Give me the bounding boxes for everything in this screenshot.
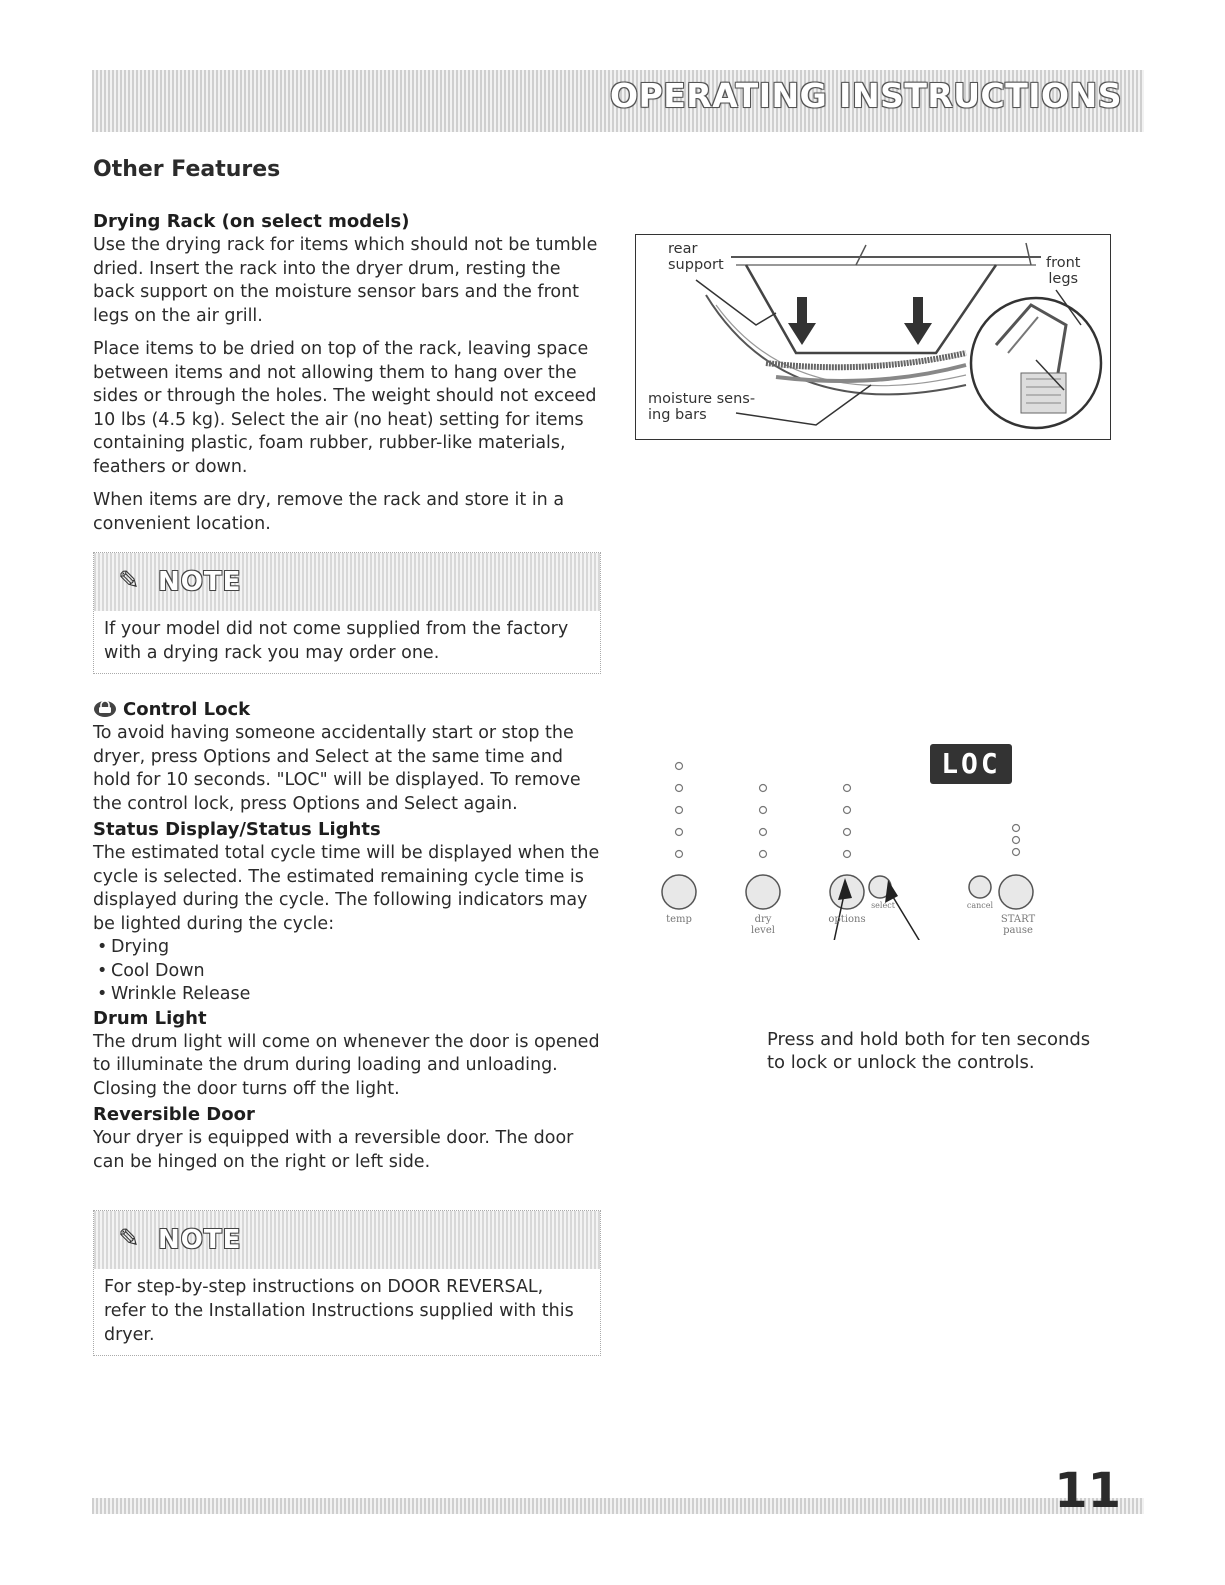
cancel-label: cancel [966,901,994,910]
front-legs-label [1046,255,1081,287]
list-item: • Drying [93,936,603,960]
reversible-door-heading: Reversible Door [93,1104,255,1125]
control-lock-heading-text: Control Lock [123,699,251,720]
list-item: • Wrinkle Release [93,983,603,1007]
dry-level-label: dry level [751,914,775,936]
loc-display: LOC [941,747,1001,780]
control-lock-heading [93,698,603,722]
note-header [94,553,600,611]
pushpin-icon: ✎ [118,1224,140,1254]
drying-rack-heading: Drying Rack (on select models) [93,211,410,232]
note-text: If your model did not come supplied from the factory with a drying rack you may order one. [104,619,569,663]
control-panel-diagram [640,740,1070,940]
rear-support-text: rear support [668,241,724,273]
drying-rack-diagram [635,234,1111,440]
note-box [93,1210,601,1356]
start-pause-label: START pause [1000,914,1036,936]
drying-rack-p2: Place items to be dried on top of the rack, leaving space between items and not allowing them to hang over the sides or through the holes. The weight should not exceed 10 lbs (4.5 kg). Select the air (no heat) setting for items containing plastic, foam rubber, rubber-like materials, feathers or down. [93,339,597,477]
features-section [93,698,603,1184]
drum-light-heading: Drum Light [93,1007,207,1029]
control-lock-text: To avoid having someone accidentally start or stop the dryer, press Options and Select at the same time and hold for 10 seconds. "LOC" will be displayed. To remove the control lock, press Options and Select again. [93,723,581,814]
temp-label: temp [666,914,692,925]
section-title: Other Features [93,157,281,182]
drying-rack-section [93,210,603,546]
reversible-door-text: Your dryer is equipped with a reversible door. The door can be hinged on the right or left side. [93,1128,574,1172]
page-number: 11 [1054,1463,1121,1519]
status-display-text: The estimated total cycle time will be displayed when the cycle is selected. The estimated remaining cycle time is displayed during the cycle. The following indicators may be lighted during the cycle: [93,843,600,934]
note-label: NOTE [158,567,242,597]
note-label: NOTE [158,1225,242,1255]
select-label: select [871,901,895,910]
pushpin-icon: ✎ [118,566,140,596]
status-list [93,936,603,1007]
note-text: For step-by-step instructions on DOOR REVERSAL, refer to the Installation Instructions supplied with this dryer. [104,1277,574,1345]
footer-bar [92,1498,1144,1514]
status-display-heading: Status Display/Status Lights [93,819,381,840]
list-item: • Cool Down [93,960,603,984]
header-bar [92,70,1144,132]
note-box [93,552,601,674]
front-legs-text: front legs [1046,255,1081,287]
drying-rack-p3: When items are dry, remove the rack and store it in a convenient location. [93,490,565,534]
page-title: OPERATING INSTRUCTIONS [610,76,1122,115]
drying-rack-p1: Use the drying rack for items which should not be tumble dried. Insert the rack into the dryer drum, resting the back support on the moisture sensor bars and the front legs on the air grill. [93,235,598,326]
control-lock-callout: Press and hold both for ten seconds to lock or unlock the controls. [767,1029,1091,1073]
moisture-bars-text: moisture sens- ing bars [648,391,756,423]
lock-icon [93,700,117,718]
moisture-bars-label [648,391,755,423]
drum-light-text: The drum light will come on whenever the door is opened to illuminate the drum during loading and unloading. Closing the door turns off the light. [93,1031,600,1099]
note-header [94,1211,600,1269]
rear-support-label [668,241,724,273]
options-label: options [828,914,866,925]
